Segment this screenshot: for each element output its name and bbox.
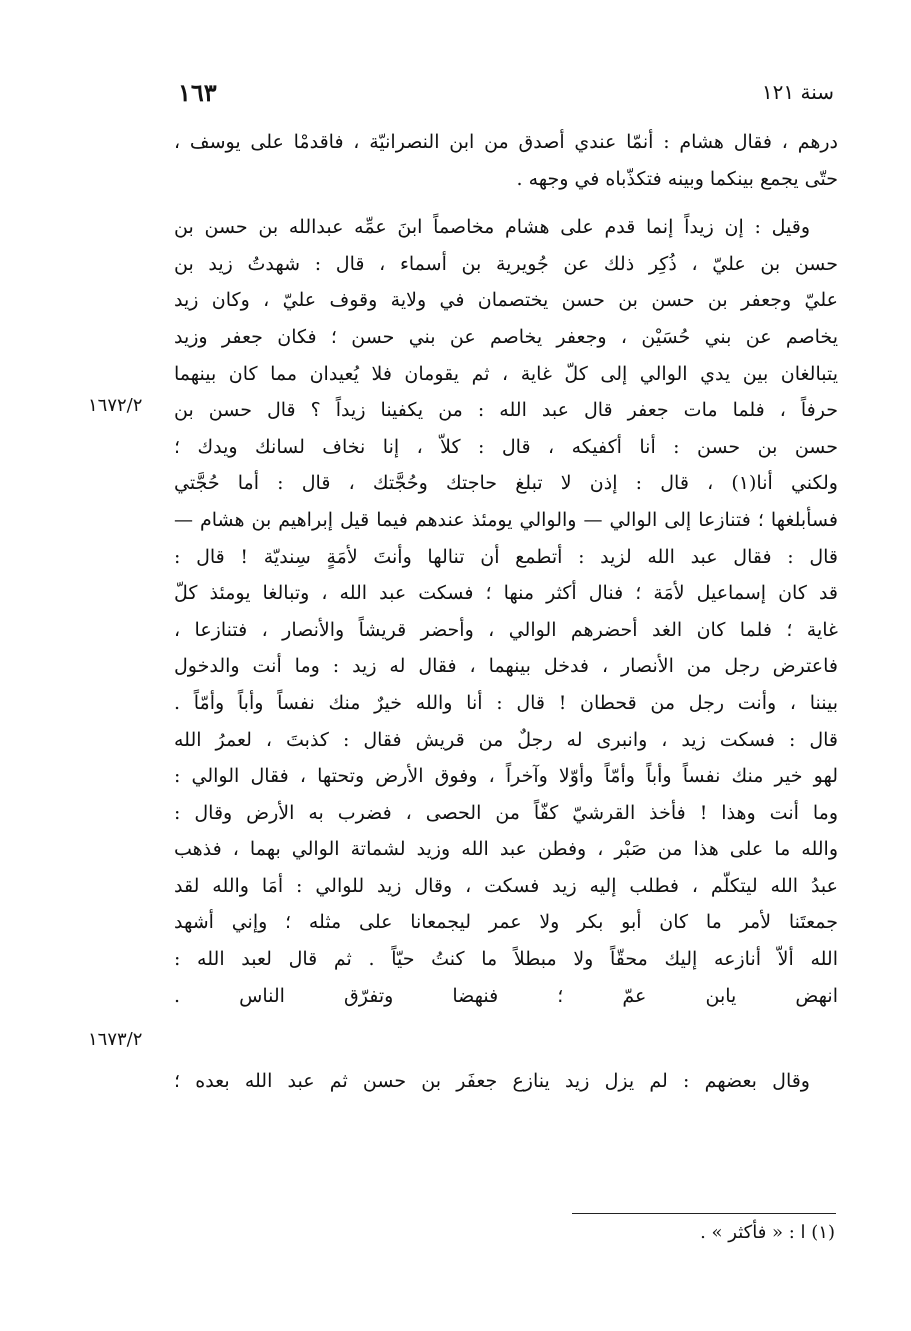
text-line: يخاصم عن بني حُسَيْن ، وجعفر يخاصم عن بني حسن ؛ فكان جعفر وزيد [174, 325, 838, 348]
text-line: وما أنت وهذا ! فأخذ القرشيّ كفّاً من الحصى ، فضرب به الأرض وقال : [174, 801, 838, 824]
text-line: حسن بن عليّ ، ذُكِر ذلك عن جُويرية بن أسماء ، قال : شهدتُ زيد بن [174, 252, 838, 275]
text-line: عبدُ الله ليتكلّم ، فطلب إليه زيد فسكت ، وقال زيد للوالي : أمَا والله لقد [174, 874, 838, 897]
text-line: الله ألاّ أنازعه إليك محقّاً ولا مبطلاً ما كنتُ حيّاً . ثم قال لعبد الله : [174, 948, 838, 971]
text-line: عليّ وجعفر بن حسن بن حسن يختصمان في ولاية وقوف عليّ ، وكان زيد [174, 289, 838, 312]
footnote: (١) ا : « فأكثر » . [700, 1222, 835, 1243]
page-number: ١٦٣ [178, 78, 217, 107]
text-line [174, 1014, 838, 1051]
text-line: قد كان إسماعيل لأمَة ؛ فنال أكثر منها ؛ فسكت عبد الله ، وتبالغا يومئذ كلّ [174, 582, 838, 605]
text-line: بيننا ، وأنت رجل من قحطان ! قال : أنا والله خيرٌ منك نفساً وأباً وأمّاً . [174, 691, 838, 714]
body-text [174, 124, 838, 1099]
text-line: وقيل : إن زيداً إنما قدم على هشام مخاصماً ابنَ عمِّه عبدالله بن حسن بن [174, 216, 810, 239]
text-line: انهض يابن عمّ ؛ فنهضا وتفرّق الناس . [174, 984, 838, 1007]
year-label: سنة ١٢١ [761, 80, 834, 104]
text-line: حرفاً ، فلما مات جعفر قال عبد الله : من يكفينا زيداً ؟ قال حسن بن [174, 399, 838, 422]
text-line: وقال بعضهم : لم يزل زيد ينازع جعفَر بن حسن ثم عبد الله بعده ؛ [174, 1069, 810, 1092]
margin-reference: ١٦٧٣/٢ [88, 1029, 143, 1050]
paragraph-3 [174, 1063, 838, 1100]
paragraph-1 [174, 124, 838, 197]
text-line: غاية ؛ فلما كان الغد أحضرهم الوالي ، وأحضر قريشاً والأنصار ، فتنازعا ، [174, 618, 838, 641]
margin-reference: ١٦٧٢/٢ [88, 395, 143, 416]
text-line: قال : فسكت زيد ، وانبرى له رجلٌ من قريش فقال : كذبتَ ، لعمرُ الله [174, 728, 838, 751]
text-line: فسأبلغها ؛ فتنازعا إلى الوالي — والوالي يومئذ عندهم فيما قيل إبراهيم بن هشام — [174, 508, 838, 531]
text-line: ولكني أنا(١) ، قال : إذن لا تبلغ حاجتك وحُجَّتك ، قال : أما حُجَّتي [174, 472, 838, 495]
text-line: قال : فقال عبد الله لزيد : أتطمع أن تنالها وأنتَ لأمَةٍ سِنديّة ! قال : [174, 545, 838, 568]
text-line: حسن بن حسن : أنا أكفيكه ، قال : كلاّ ، إنا نخاف لسانك ويدك ؛ [174, 435, 838, 458]
text-line: يتبالغان بين يدي الوالي إلى كلّ غاية ، ثم يقومان فلا يُعيدان مما كان بينهما [174, 362, 838, 385]
paragraph-2 [174, 209, 838, 1051]
text-line: فاعترض رجل من الأنصار ، فدخل بينهما ، فقال له زيد : وما أنت والدخول [174, 655, 838, 678]
text-line: والله ما على هذا من صَبْر ، وفطن عبد الله وزيد لشماتة الوالي بهما ، فذهب [174, 838, 838, 861]
text-line: جمعتَنا لأمر ما كان أبو بكر ولا عمر ليجمعانا على مثله ؛ وإني أشهد [174, 911, 838, 934]
text-line: حتّى يجمع بينكما وبينه فتكذّباه في وجهه . [516, 167, 838, 190]
footnote-rule [572, 1213, 836, 1214]
text-line: لهو خير منك نفساً وأباً وأمّاً وأوّلا وآخراً ، وفوق الأرض وتحتها ، فقال الوالي : [174, 765, 838, 788]
text-line: درهم ، فقال هشام : أنمّا عندي أصدق من ابن النصرانيّة ، فاقدمْا على يوسف ، [174, 131, 838, 153]
running-head [178, 78, 834, 112]
